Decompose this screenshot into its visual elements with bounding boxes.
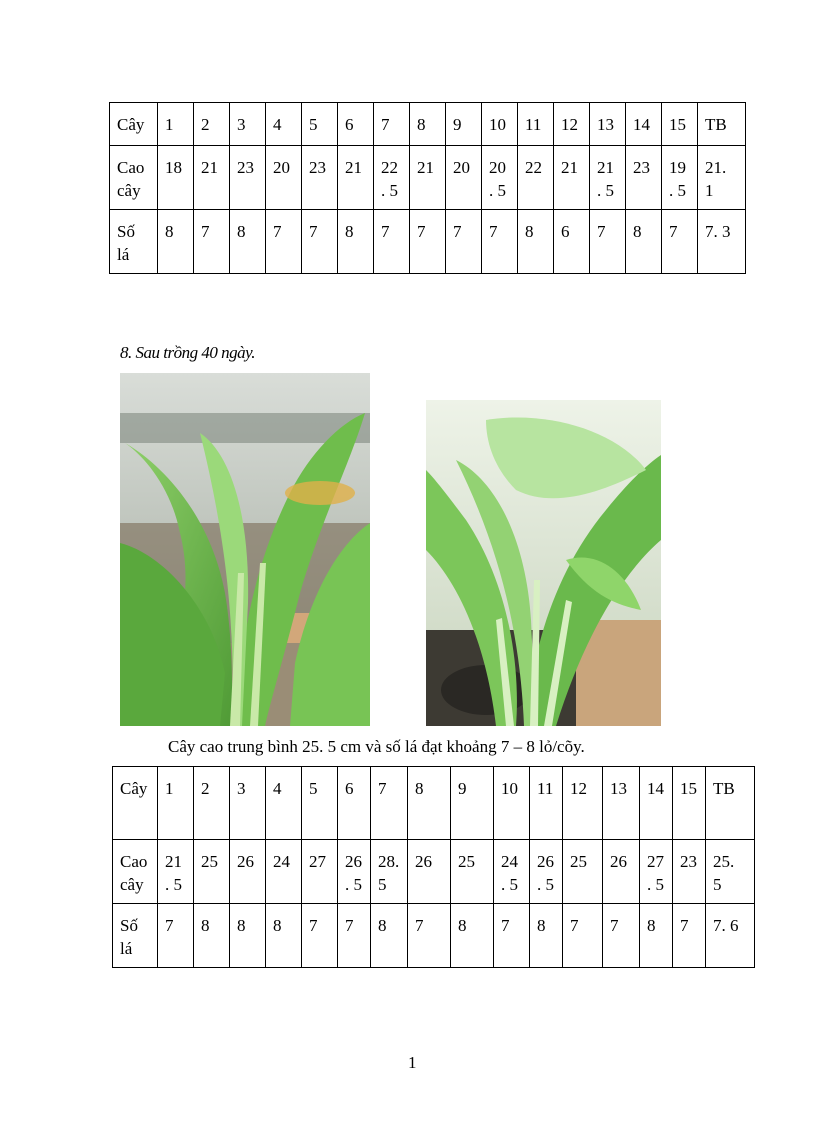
- table-cell: 26: [603, 840, 640, 904]
- row-label-cell: Số lá: [110, 210, 158, 274]
- table-cell: 7: [673, 904, 706, 968]
- table-cell: 26: [230, 840, 266, 904]
- table-cell: 21 . 5: [158, 840, 194, 904]
- table-cell: 27 . 5: [640, 840, 673, 904]
- table-cell: 7. 6: [706, 904, 755, 968]
- row-label-cell: Cây: [113, 767, 158, 840]
- column-header-cell: 3: [230, 103, 266, 146]
- column-header-cell: 1: [158, 103, 194, 146]
- table-row: [113, 840, 755, 904]
- table-cell: 26 . 5: [338, 840, 371, 904]
- table-cell: 7: [408, 904, 451, 968]
- table-cell: 21: [194, 146, 230, 210]
- column-header-cell: 8: [410, 103, 446, 146]
- section-heading: 8. Sau trồng 40 ngày.: [120, 343, 255, 362]
- column-header-cell: 11: [518, 103, 554, 146]
- growth-table-1: [109, 102, 746, 274]
- table-cell: 21. 1: [698, 146, 746, 210]
- table-row: [110, 210, 746, 274]
- table-cell: 7. 3: [698, 210, 746, 274]
- table-cell: 7: [603, 904, 640, 968]
- page-number: 1: [408, 1053, 417, 1072]
- table-cell: 8: [230, 210, 266, 274]
- table-cell: 25. 5: [706, 840, 755, 904]
- column-header-cell: 9: [451, 767, 494, 840]
- table-cell: 26 . 5: [530, 840, 563, 904]
- table-cell: 8: [640, 904, 673, 968]
- row-label-cell: Cây: [110, 103, 158, 146]
- table-row: [110, 146, 746, 210]
- cabbage-seedlings-photo: [120, 373, 370, 726]
- column-header-cell: 14: [626, 103, 662, 146]
- row-label-cell: Số lá: [113, 904, 158, 968]
- column-header-cell: 3: [230, 767, 266, 840]
- column-header-cell: 4: [266, 103, 302, 146]
- table-cell: 8: [626, 210, 662, 274]
- column-header-cell: 5: [302, 767, 338, 840]
- table-cell: 7: [662, 210, 698, 274]
- photo-caption: Cây cao trung bình 25. 5 cm và số lá đạt khoảng 7 – 8 lỏ/cõy.: [168, 737, 585, 756]
- table-cell: 7: [302, 210, 338, 274]
- column-header-cell: 15: [673, 767, 706, 840]
- table-cell: 8: [338, 210, 374, 274]
- table-cell: 25: [563, 840, 603, 904]
- table-cell: 7: [482, 210, 518, 274]
- table-cell: 7: [446, 210, 482, 274]
- table-cell: 8: [518, 210, 554, 274]
- table-cell: 24: [266, 840, 302, 904]
- growth-table-2-body: [113, 767, 755, 968]
- table-cell: 21: [554, 146, 590, 210]
- table-cell: 21 . 5: [590, 146, 626, 210]
- table-row: [113, 904, 755, 968]
- table-cell: 21: [338, 146, 374, 210]
- table-cell: 20: [446, 146, 482, 210]
- column-header-cell: 5: [302, 103, 338, 146]
- row-label-cell: Cao cây: [110, 146, 158, 210]
- table-cell: 7: [563, 904, 603, 968]
- table-cell: 22 . 5: [374, 146, 410, 210]
- column-header-cell: 13: [603, 767, 640, 840]
- row-label-cell: Cao cây: [113, 840, 158, 904]
- column-header-cell: 1: [158, 767, 194, 840]
- column-header-cell: 11: [530, 767, 563, 840]
- table-cell: 8: [371, 904, 408, 968]
- cabbage-seedlings-closeup-photo: [426, 400, 661, 726]
- table-cell: 23: [230, 146, 266, 210]
- column-header-cell: 8: [408, 767, 451, 840]
- table-header-row: [113, 767, 755, 840]
- table-cell: 28. 5: [371, 840, 408, 904]
- growth-table-2: [112, 766, 755, 968]
- table-cell: 25: [451, 840, 494, 904]
- table-cell: 8: [266, 904, 302, 968]
- column-header-cell: 9: [446, 103, 482, 146]
- table-cell: 7: [158, 904, 194, 968]
- table-cell: 24 . 5: [494, 840, 530, 904]
- table-cell: 22: [518, 146, 554, 210]
- table-cell: 23: [673, 840, 706, 904]
- table-cell: 8: [194, 904, 230, 968]
- table-cell: 20: [266, 146, 302, 210]
- column-header-cell: 2: [194, 103, 230, 146]
- table-cell: 20 . 5: [482, 146, 518, 210]
- table-cell: 8: [230, 904, 266, 968]
- table-cell: 25: [194, 840, 230, 904]
- column-header-cell: 12: [563, 767, 603, 840]
- table-cell: 23: [302, 146, 338, 210]
- table-cell: 7: [194, 210, 230, 274]
- column-header-cell: 12: [554, 103, 590, 146]
- column-header-cell: 6: [338, 767, 371, 840]
- table-cell: 7: [266, 210, 302, 274]
- column-header-cell: 7: [371, 767, 408, 840]
- table-cell: 21: [410, 146, 446, 210]
- column-header-cell: 14: [640, 767, 673, 840]
- column-header-cell: 10: [482, 103, 518, 146]
- column-header-cell: 13: [590, 103, 626, 146]
- table-cell: 8: [451, 904, 494, 968]
- plant-photo-left: [120, 373, 370, 726]
- column-header-cell: TB: [698, 103, 746, 146]
- table-cell: 7: [410, 210, 446, 274]
- table-cell: 7: [338, 904, 371, 968]
- plant-photo-right: [426, 400, 661, 726]
- table-cell: 26: [408, 840, 451, 904]
- column-header-cell: 7: [374, 103, 410, 146]
- table-cell: 23: [626, 146, 662, 210]
- growth-table-1-body: [110, 103, 746, 274]
- column-header-cell: 2: [194, 767, 230, 840]
- table-cell: 8: [530, 904, 563, 968]
- table-cell: 7: [302, 904, 338, 968]
- table-cell: 7: [494, 904, 530, 968]
- table-cell: 6: [554, 210, 590, 274]
- table-cell: 18: [158, 146, 194, 210]
- table-header-row: [110, 103, 746, 146]
- table-cell: 7: [374, 210, 410, 274]
- column-header-cell: TB: [706, 767, 755, 840]
- table-cell: 7: [590, 210, 626, 274]
- table-cell: 19 . 5: [662, 146, 698, 210]
- column-header-cell: 15: [662, 103, 698, 146]
- column-header-cell: 4: [266, 767, 302, 840]
- column-header-cell: 6: [338, 103, 374, 146]
- table-cell: 8: [158, 210, 194, 274]
- table-cell: 27: [302, 840, 338, 904]
- column-header-cell: 10: [494, 767, 530, 840]
